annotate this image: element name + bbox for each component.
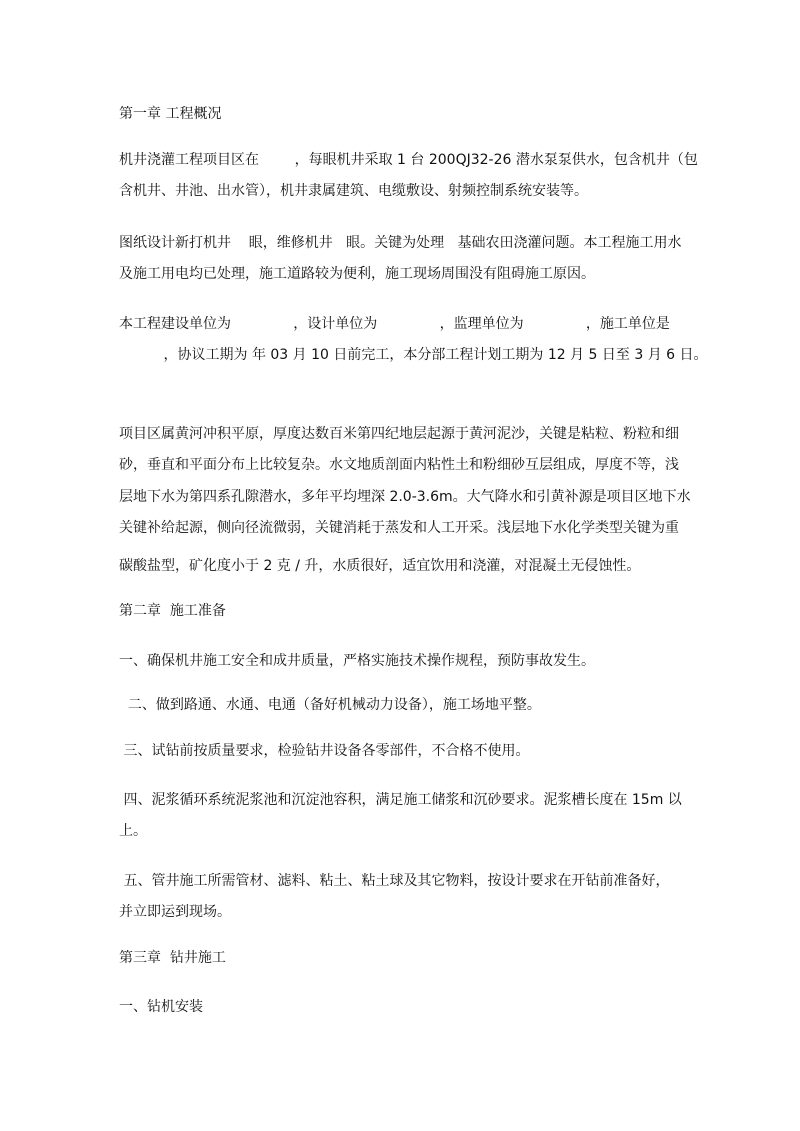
prep-item-1: 一、确保机井施工安全和成井质量，严格实施技术操作规程，预防事故发生。 bbox=[119, 653, 595, 669]
paragraph-3-line-2: ，协议工期为 年 03 月 10 日前完工，本分部工程计划工期为 12 月 5 日至 3 月 6 日。 bbox=[119, 347, 708, 363]
chapter-2-heading: 第二章 施工准备 bbox=[119, 603, 226, 619]
prep-item-5-line-2: 并立即运到现场。 bbox=[119, 904, 231, 920]
prep-item-2: 二、做到路通、水通、电通（备好机械动力设备），施工场地平整。 bbox=[119, 697, 541, 713]
prep-item-4-line-1: 四、泥浆循环系统泥浆池和沉淀池容积，满足施工储浆和沉砂要求。泥浆槽长度在 15m 以 bbox=[119, 792, 682, 808]
prep-item-4-line-2: 上。 bbox=[119, 823, 147, 839]
prep-item-5-line-1: 五、管井施工所需管材、滤料、粘土、粘土球及其它物料，按设计要求在开钻前准备好， bbox=[119, 873, 670, 889]
paragraph-3-line-1: 本工程建设单位为 ，设计单位为 ，监理单位为 ，施工单位是 bbox=[119, 316, 670, 332]
paragraph-2-line-1: 图纸设计新打机井 眼，维修机井 眼。关键为处理 基础农田浇灌问题。本工程施工用水 bbox=[119, 235, 682, 251]
chapter-1-heading: 第一章 工程概况 bbox=[119, 106, 222, 122]
paragraph-1-line-2: 含机井、井池、出水管），机井隶属建筑、电缆敷设、射频控制系统安装等。 bbox=[119, 183, 588, 199]
paragraph-4-line-1: 项目区属黄河冲积平原，厚度达数百米第四纪地层起源于黄河泥沙，关键是粘粒、粉粒和细 bbox=[119, 426, 679, 442]
paragraph-2-line-2: 及施工用电均已处理，施工道路较为便利，施工现场周围没有阻碍施工原因。 bbox=[119, 266, 595, 282]
paragraph-4-line-2: 砂，垂直和平面分布上比较复杂。水文地质剖面内粘性土和粉细砂互层组成，厚度不等，浅 bbox=[119, 457, 679, 473]
prep-item-3: 三、试钻前按质量要求，检验钻井设备各零部件，不合格不使用。 bbox=[119, 743, 530, 759]
paragraph-4-line-5: 碳酸盐型，矿化度小于 2 克 / 升，水质很好，适宜饮用和浇灌，对混凝土无侵蚀性。 bbox=[119, 558, 641, 574]
paragraph-4-line-4: 关键补给起源，侧向径流微弱，关键消耗于蒸发和人工开采。浅层地下水化学类型关键为重 bbox=[119, 520, 679, 536]
chapter-3-heading: 第三章 钻井施工 bbox=[119, 950, 226, 966]
section-1-heading: 一、钻机安装 bbox=[119, 999, 203, 1015]
paragraph-4-line-3: 层地下水为第四系孔隙潜水，多年平均埋深 2.0-3.6m。大气降水和引黄补源是项目区地下水 bbox=[119, 489, 691, 505]
paragraph-1-line-1: 机井浇灌工程项目区在 ，每眼机井采取 1 台 200QJ32-26 潜水泵泵供水，包含机井（包 bbox=[119, 152, 698, 168]
